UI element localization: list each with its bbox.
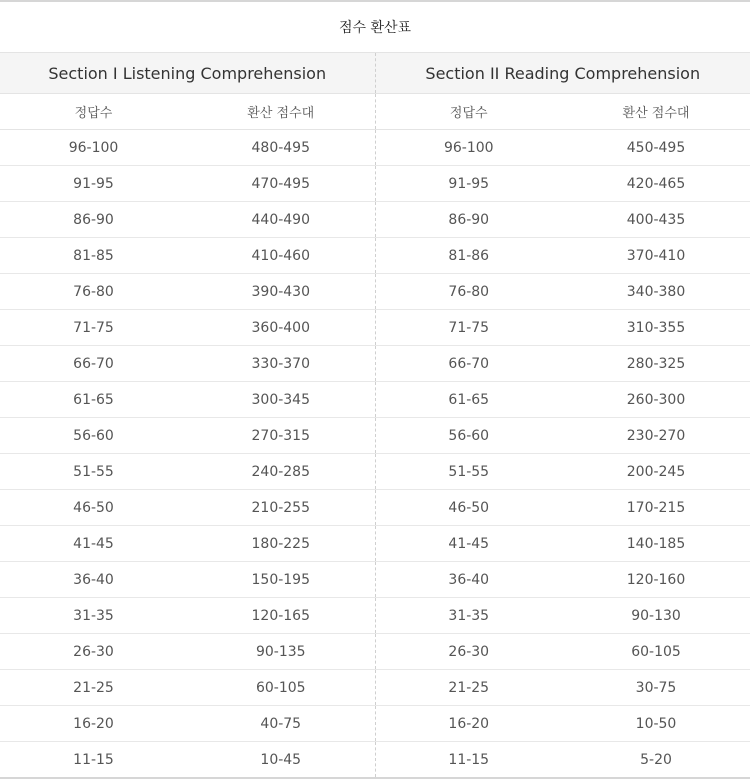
reading-correct-cell: 61-65	[375, 382, 562, 418]
reading-correct-cell: 16-20	[375, 706, 562, 742]
listening-correct-cell: 11-15	[0, 742, 187, 779]
table-row	[0, 706, 750, 742]
reading-score-cell: 90-130	[562, 598, 750, 634]
listening-correct-cell: 66-70	[0, 346, 187, 382]
listening-correct-cell: 91-95	[0, 166, 187, 202]
reading-correct-cell: 71-75	[375, 310, 562, 346]
listening-score-header: 환산 점수대	[187, 94, 375, 130]
section-header-row	[0, 53, 750, 94]
listening-score-cell: 150-195	[187, 562, 375, 598]
listening-score-cell: 300-345	[187, 382, 375, 418]
listening-score-cell: 240-285	[187, 454, 375, 490]
table-row	[0, 742, 750, 779]
listening-correct-cell: 41-45	[0, 526, 187, 562]
reading-score-cell: 260-300	[562, 382, 750, 418]
listening-correct-cell: 16-20	[0, 706, 187, 742]
reading-score-cell: 370-410	[562, 238, 750, 274]
listening-score-cell: 410-460	[187, 238, 375, 274]
reading-score-header: 환산 점수대	[562, 94, 750, 130]
listening-correct-cell: 21-25	[0, 670, 187, 706]
listening-correct-cell: 76-80	[0, 274, 187, 310]
table-row	[0, 274, 750, 310]
column-header-row	[0, 94, 750, 130]
table-row	[0, 670, 750, 706]
table-row	[0, 454, 750, 490]
listening-correct-cell: 81-85	[0, 238, 187, 274]
reading-score-cell: 120-160	[562, 562, 750, 598]
reading-correct-cell: 66-70	[375, 346, 562, 382]
reading-correct-cell: 51-55	[375, 454, 562, 490]
table-row	[0, 598, 750, 634]
reading-correct-cell: 31-35	[375, 598, 562, 634]
listening-correct-cell: 61-65	[0, 382, 187, 418]
table-row	[0, 346, 750, 382]
reading-score-cell: 400-435	[562, 202, 750, 238]
section-listening-header: Section I Listening Comprehension	[0, 53, 375, 94]
listening-correct-cell: 86-90	[0, 202, 187, 238]
listening-score-cell: 210-255	[187, 490, 375, 526]
listening-correct-cell: 31-35	[0, 598, 187, 634]
reading-score-cell: 10-50	[562, 706, 750, 742]
listening-score-cell: 90-135	[187, 634, 375, 670]
listening-score-cell: 360-400	[187, 310, 375, 346]
reading-correct-cell: 46-50	[375, 490, 562, 526]
listening-score-cell: 60-105	[187, 670, 375, 706]
table-row	[0, 562, 750, 598]
listening-score-cell: 270-315	[187, 418, 375, 454]
reading-correct-cell: 96-100	[375, 130, 562, 166]
listening-correct-cell: 36-40	[0, 562, 187, 598]
table-row	[0, 634, 750, 670]
table-row	[0, 202, 750, 238]
table-row	[0, 490, 750, 526]
listening-correct-cell: 71-75	[0, 310, 187, 346]
table-row	[0, 130, 750, 166]
listening-correct-cell: 96-100	[0, 130, 187, 166]
listening-correct-cell: 26-30	[0, 634, 187, 670]
reading-score-cell: 200-245	[562, 454, 750, 490]
reading-score-cell: 60-105	[562, 634, 750, 670]
reading-score-cell: 280-325	[562, 346, 750, 382]
table-body	[0, 130, 750, 779]
section-reading-header: Section II Reading Comprehension	[375, 53, 750, 94]
reading-correct-cell: 86-90	[375, 202, 562, 238]
listening-score-cell: 10-45	[187, 742, 375, 779]
reading-score-cell: 230-270	[562, 418, 750, 454]
reading-score-cell: 140-185	[562, 526, 750, 562]
table-row	[0, 310, 750, 346]
reading-correct-cell: 81-86	[375, 238, 562, 274]
table-row	[0, 526, 750, 562]
table-title-row	[0, 1, 750, 53]
reading-correct-cell: 56-60	[375, 418, 562, 454]
reading-score-cell: 5-20	[562, 742, 750, 779]
listening-score-cell: 40-75	[187, 706, 375, 742]
listening-correct-header: 정답수	[0, 94, 187, 130]
listening-score-cell: 480-495	[187, 130, 375, 166]
reading-correct-cell: 11-15	[375, 742, 562, 779]
reading-correct-cell: 21-25	[375, 670, 562, 706]
reading-correct-header: 정답수	[375, 94, 562, 130]
table-row	[0, 382, 750, 418]
listening-correct-cell: 46-50	[0, 490, 187, 526]
listening-score-cell: 470-495	[187, 166, 375, 202]
table-row	[0, 418, 750, 454]
listening-score-cell: 390-430	[187, 274, 375, 310]
reading-score-cell: 170-215	[562, 490, 750, 526]
reading-correct-cell: 91-95	[375, 166, 562, 202]
listening-score-cell: 440-490	[187, 202, 375, 238]
table-row	[0, 238, 750, 274]
reading-score-cell: 30-75	[562, 670, 750, 706]
listening-correct-cell: 56-60	[0, 418, 187, 454]
reading-correct-cell: 36-40	[375, 562, 562, 598]
listening-score-cell: 120-165	[187, 598, 375, 634]
listening-score-cell: 330-370	[187, 346, 375, 382]
listening-correct-cell: 51-55	[0, 454, 187, 490]
table-title: 점수 환산표	[0, 1, 750, 53]
reading-score-cell: 310-355	[562, 310, 750, 346]
reading-score-cell: 420-465	[562, 166, 750, 202]
listening-score-cell: 180-225	[187, 526, 375, 562]
reading-correct-cell: 26-30	[375, 634, 562, 670]
reading-correct-cell: 41-45	[375, 526, 562, 562]
table-row	[0, 166, 750, 202]
reading-score-cell: 340-380	[562, 274, 750, 310]
reading-score-cell: 450-495	[562, 130, 750, 166]
reading-correct-cell: 76-80	[375, 274, 562, 310]
